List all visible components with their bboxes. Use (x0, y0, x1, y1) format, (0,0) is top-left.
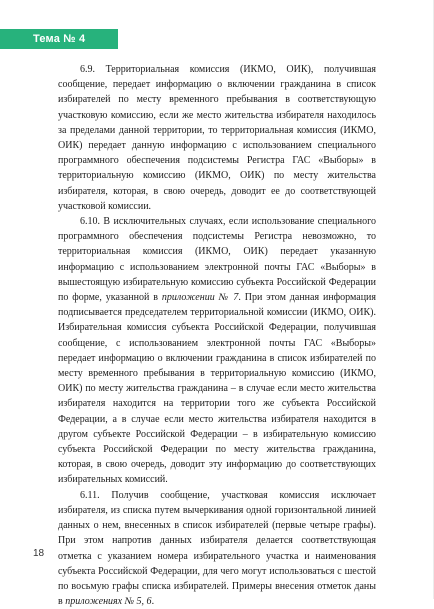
paragraph-6-10-text-end: . При этом данная информация подписывается председателем территориальной комиссии (ИКМО, ОИК). Избирательная комиссия субъекта Российской Федерации, получившая сообщение, с использованием электронной почты ГАС «Выборы» передает информацию о включении гражданина в список избирателей по месту временного пребывания в территориальную комиссию (ИКМО, ОИК) по месту жительства гражданина – в случае если место жительства избирателя находится на территории того же субъекта Российской Федерации, а в случае если место жительства избирателя находится в другом субъекте Российской Федерации – в избирательную комиссию субъекта Российской Федерации по месту жительства гражданина, которая, в свою очередь, доводит эту информацию до соответствующих избирательных комиссий. (58, 292, 377, 486)
page-number: 18 (33, 548, 45, 559)
topic-label: Тема № 4 (0, 29, 118, 49)
paragraph-6-9 (58, 62, 376, 214)
paragraph-6-11-text-start: 6.11. Получив сообщение, участковая комиссия исключает избирателя, из списка путем вычеркивания одной горизонтальной линией данных о нем, внесенных в список избирателей (первые четыре графы). При этом напротив данных избирателя делается соответствующая отметка с указанием номера избирательного участка и наименования субъекта Российской Федерации, для чего могут использоваться с шестой по восьмую графы списка избирателей. Примеры внесения отметок даны в (58, 489, 376, 608)
appendix-7-reference: приложении № 7 (161, 292, 239, 304)
paragraph-6-10-text-start: 6.10. В исключительных случаях, если использование специального программного обеспечения подсистемы Регистра невозможно, то территориальная комиссия (ИКМО, ОИК) передает указанную информацию с использованием электронной почты ГАС «Выборы» в вышестоящую избирательную комиссию субъекта Российской Федерации по форме, указанной в (58, 216, 376, 304)
document-body (58, 62, 376, 609)
paragraph-6-10 (58, 214, 376, 488)
paragraph-6-11-text-end: . (151, 596, 155, 608)
appendix-5-6-reference: приложениях № 5, 6 (65, 596, 152, 608)
paragraph-6-9-text: 6.9. Территориальная комиссия (ИКМО, ОИК), получившая сообщение, передает информацию о включении гражданина в список избирателей по месту временного пребывания в соответствующую участковую комиссию, если же место жительства избирателя находилось за пределами данной территории, то территориальная комиссия (ИКМО, ОИК) передает данную информацию с использованием специального программного обеспечения подсистемы Регистра ГАС «Выборы» в территориальную комиссию (ИКМО, ОИК) по месту жительства избирателя, которая, в свою очередь, доводит ее до соответствующей участковой комиссии. (58, 64, 376, 212)
paragraph-6-11 (58, 488, 376, 609)
